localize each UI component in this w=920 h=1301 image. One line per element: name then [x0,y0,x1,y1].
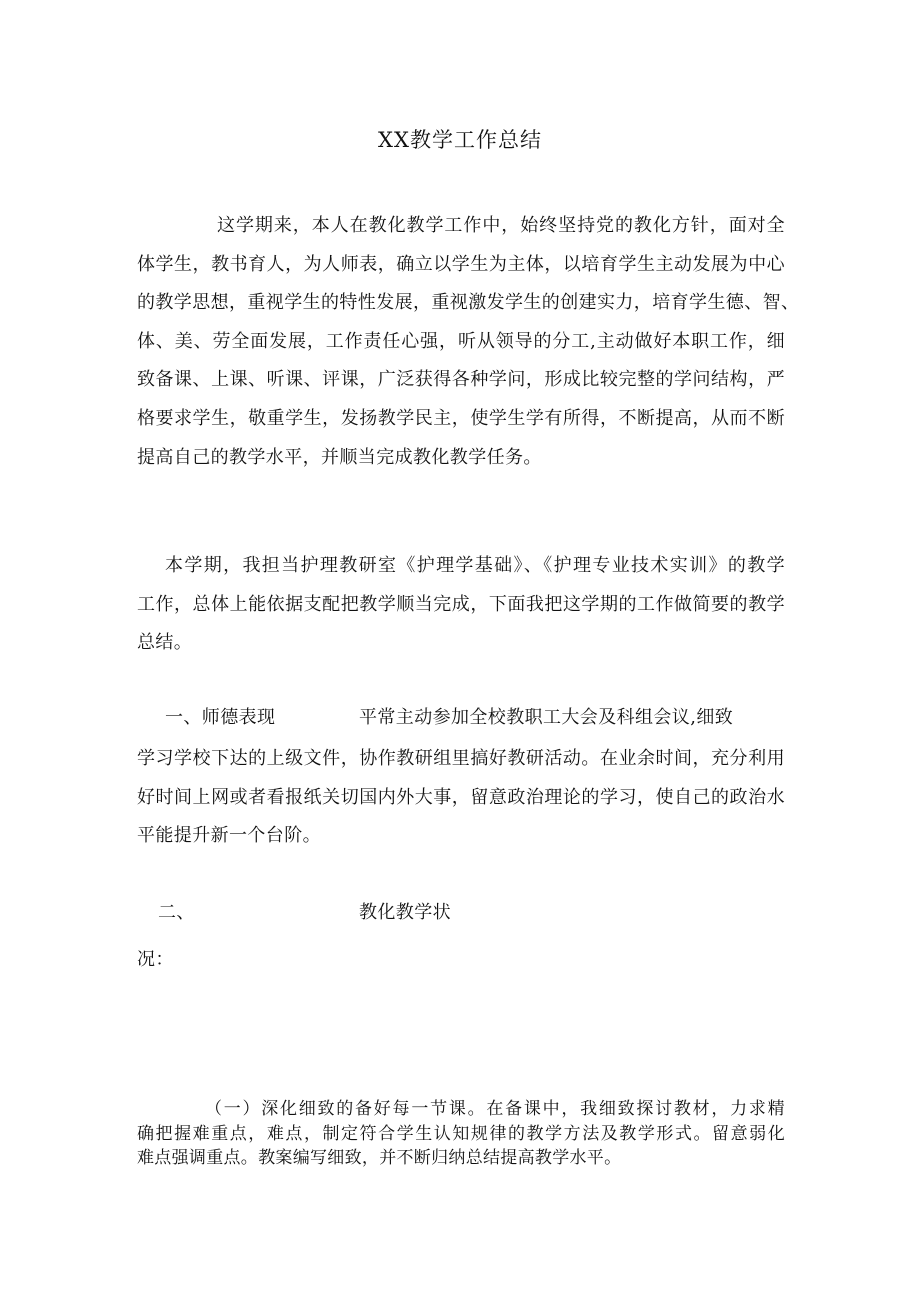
intro-line: 致备课、上课、听课、评课，广泛获得各种学问，形成比较完整的学问结构，严 [137,369,785,391]
section1-line: 好时间上网或者看报纸关切国内外大事，留意政治理论的学习，使自己的政治水 [137,786,785,808]
section1-line: 平能提升新一个台阶。 [137,825,321,847]
section1-heading: 一、师德表现 [165,707,276,728]
intro-line: 体学生，教书育人，为人师表，确立以学生为主体，以培育学生主动发展为中心 [137,253,785,275]
intro-line: 提高自己的教学水平，并顺当完成教化教学任务。 [137,446,542,468]
intro-paragraph [137,207,800,477]
section2-heading: 二、 [158,902,195,923]
subsection1-line: 确把握难重点，难点，制定符合学生认知规律的教学方法及教学形式。留意弱化 [137,1123,785,1144]
intro-line: 体、美、劳全面发展，工作责任心强，听从领导的分工,主动做好本职工作，细 [137,330,785,352]
subsection1-paragraph [137,1097,785,1171]
section1-line: 学习学校下达的上级文件，协作教研组里搞好教研活动。在业余时间，充分利用 [137,748,785,769]
intro-line: 这学期来，本人在教化教学工作中，始终坚持党的教化方针，面对全 [217,215,785,236]
semester-paragraph [137,547,785,663]
intro-line: 格要求学生，敬重学生，发扬教学民主，使学生学有所得，不断提高，从而不断 [137,407,785,429]
semester-line: 本学期，我担当护理教研室《护理学基础》、《护理专业技术实训》的教学 [165,555,785,576]
section2-title-part2: 况： [137,949,174,970]
section1-paragraph [137,740,785,856]
intro-line: 的教学思想，重视学生的特性发展，重视激发学生的创建实力，培育学生德、智、 [137,292,800,314]
subsection1-line: （一）深化细致的备好每一节课。在备课中，我细致探讨教材，力求精 [205,1099,785,1119]
document-title: XX教学工作总结 [378,128,542,152]
section1-first-line: 平常主动参加全校教职工大会及科组会议,细致 [359,707,734,728]
semester-line: 工作，总体上能依据支配把教学顺当完成，下面我把这学期的工作做简要的教学 [137,593,785,615]
section2-title-part1: 教化教学状 [359,902,451,923]
subsection1-line: 难点强调重点。教案编写细致，并不断归纳总结提高教学水平。 [137,1148,622,1168]
semester-line: 总结。 [137,632,193,654]
